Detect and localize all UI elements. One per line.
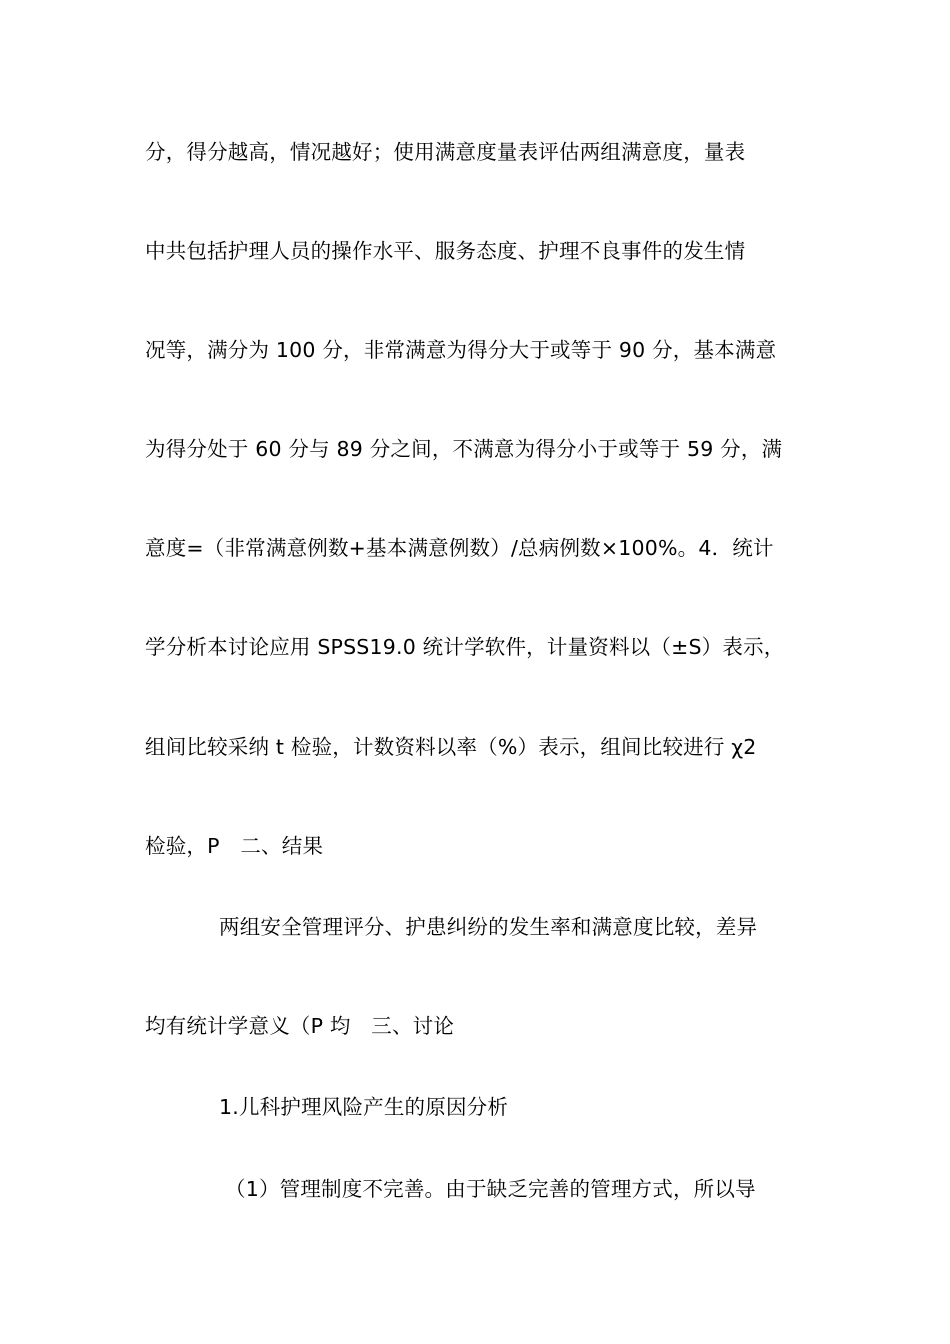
body-text-line: 组间比较采纳 t 检验，计数资料以率（%）表示，组间比较进行 χ2 bbox=[145, 735, 757, 759]
body-text-line: 中共包括护理人员的操作水平、服务态度、护理不良事件的发生情 bbox=[145, 239, 746, 263]
section-heading-results-line: 检验，P 二、结果 bbox=[145, 834, 324, 858]
body-text-line: 况等，满分为 100 分，非常满意为得分大于或等于 90 分，基本满意 bbox=[145, 338, 777, 362]
subsection-heading: 1.儿科护理风险产生的原因分析 bbox=[219, 1095, 509, 1119]
body-text-line: 学分析本讨论应用 SPSS19.0 统计学软件，计量资料以（±S）表示， bbox=[145, 635, 785, 659]
body-text-line: 为得分处于 60 分与 89 分之间，不满意为得分小于或等于 59 分，满 bbox=[145, 437, 783, 461]
body-text-line: 意度=（非常满意例数+基本满意例数）/总病例数×100%。4．统计 bbox=[145, 536, 774, 560]
discussion-paragraph-line: （1）管理制度不完善。由于缺乏完善的管理方式，所以导 bbox=[225, 1177, 756, 1201]
results-paragraph-line: 两组安全管理评分、护患纠纷的发生率和满意度比较，差异 bbox=[219, 915, 758, 939]
body-text-line: 分，得分越高，情况越好；使用满意度量表评估两组满意度，量表 bbox=[145, 140, 746, 164]
section-heading-discussion-line: 均有统计学意义（P 均 三、讨论 bbox=[145, 1014, 455, 1038]
